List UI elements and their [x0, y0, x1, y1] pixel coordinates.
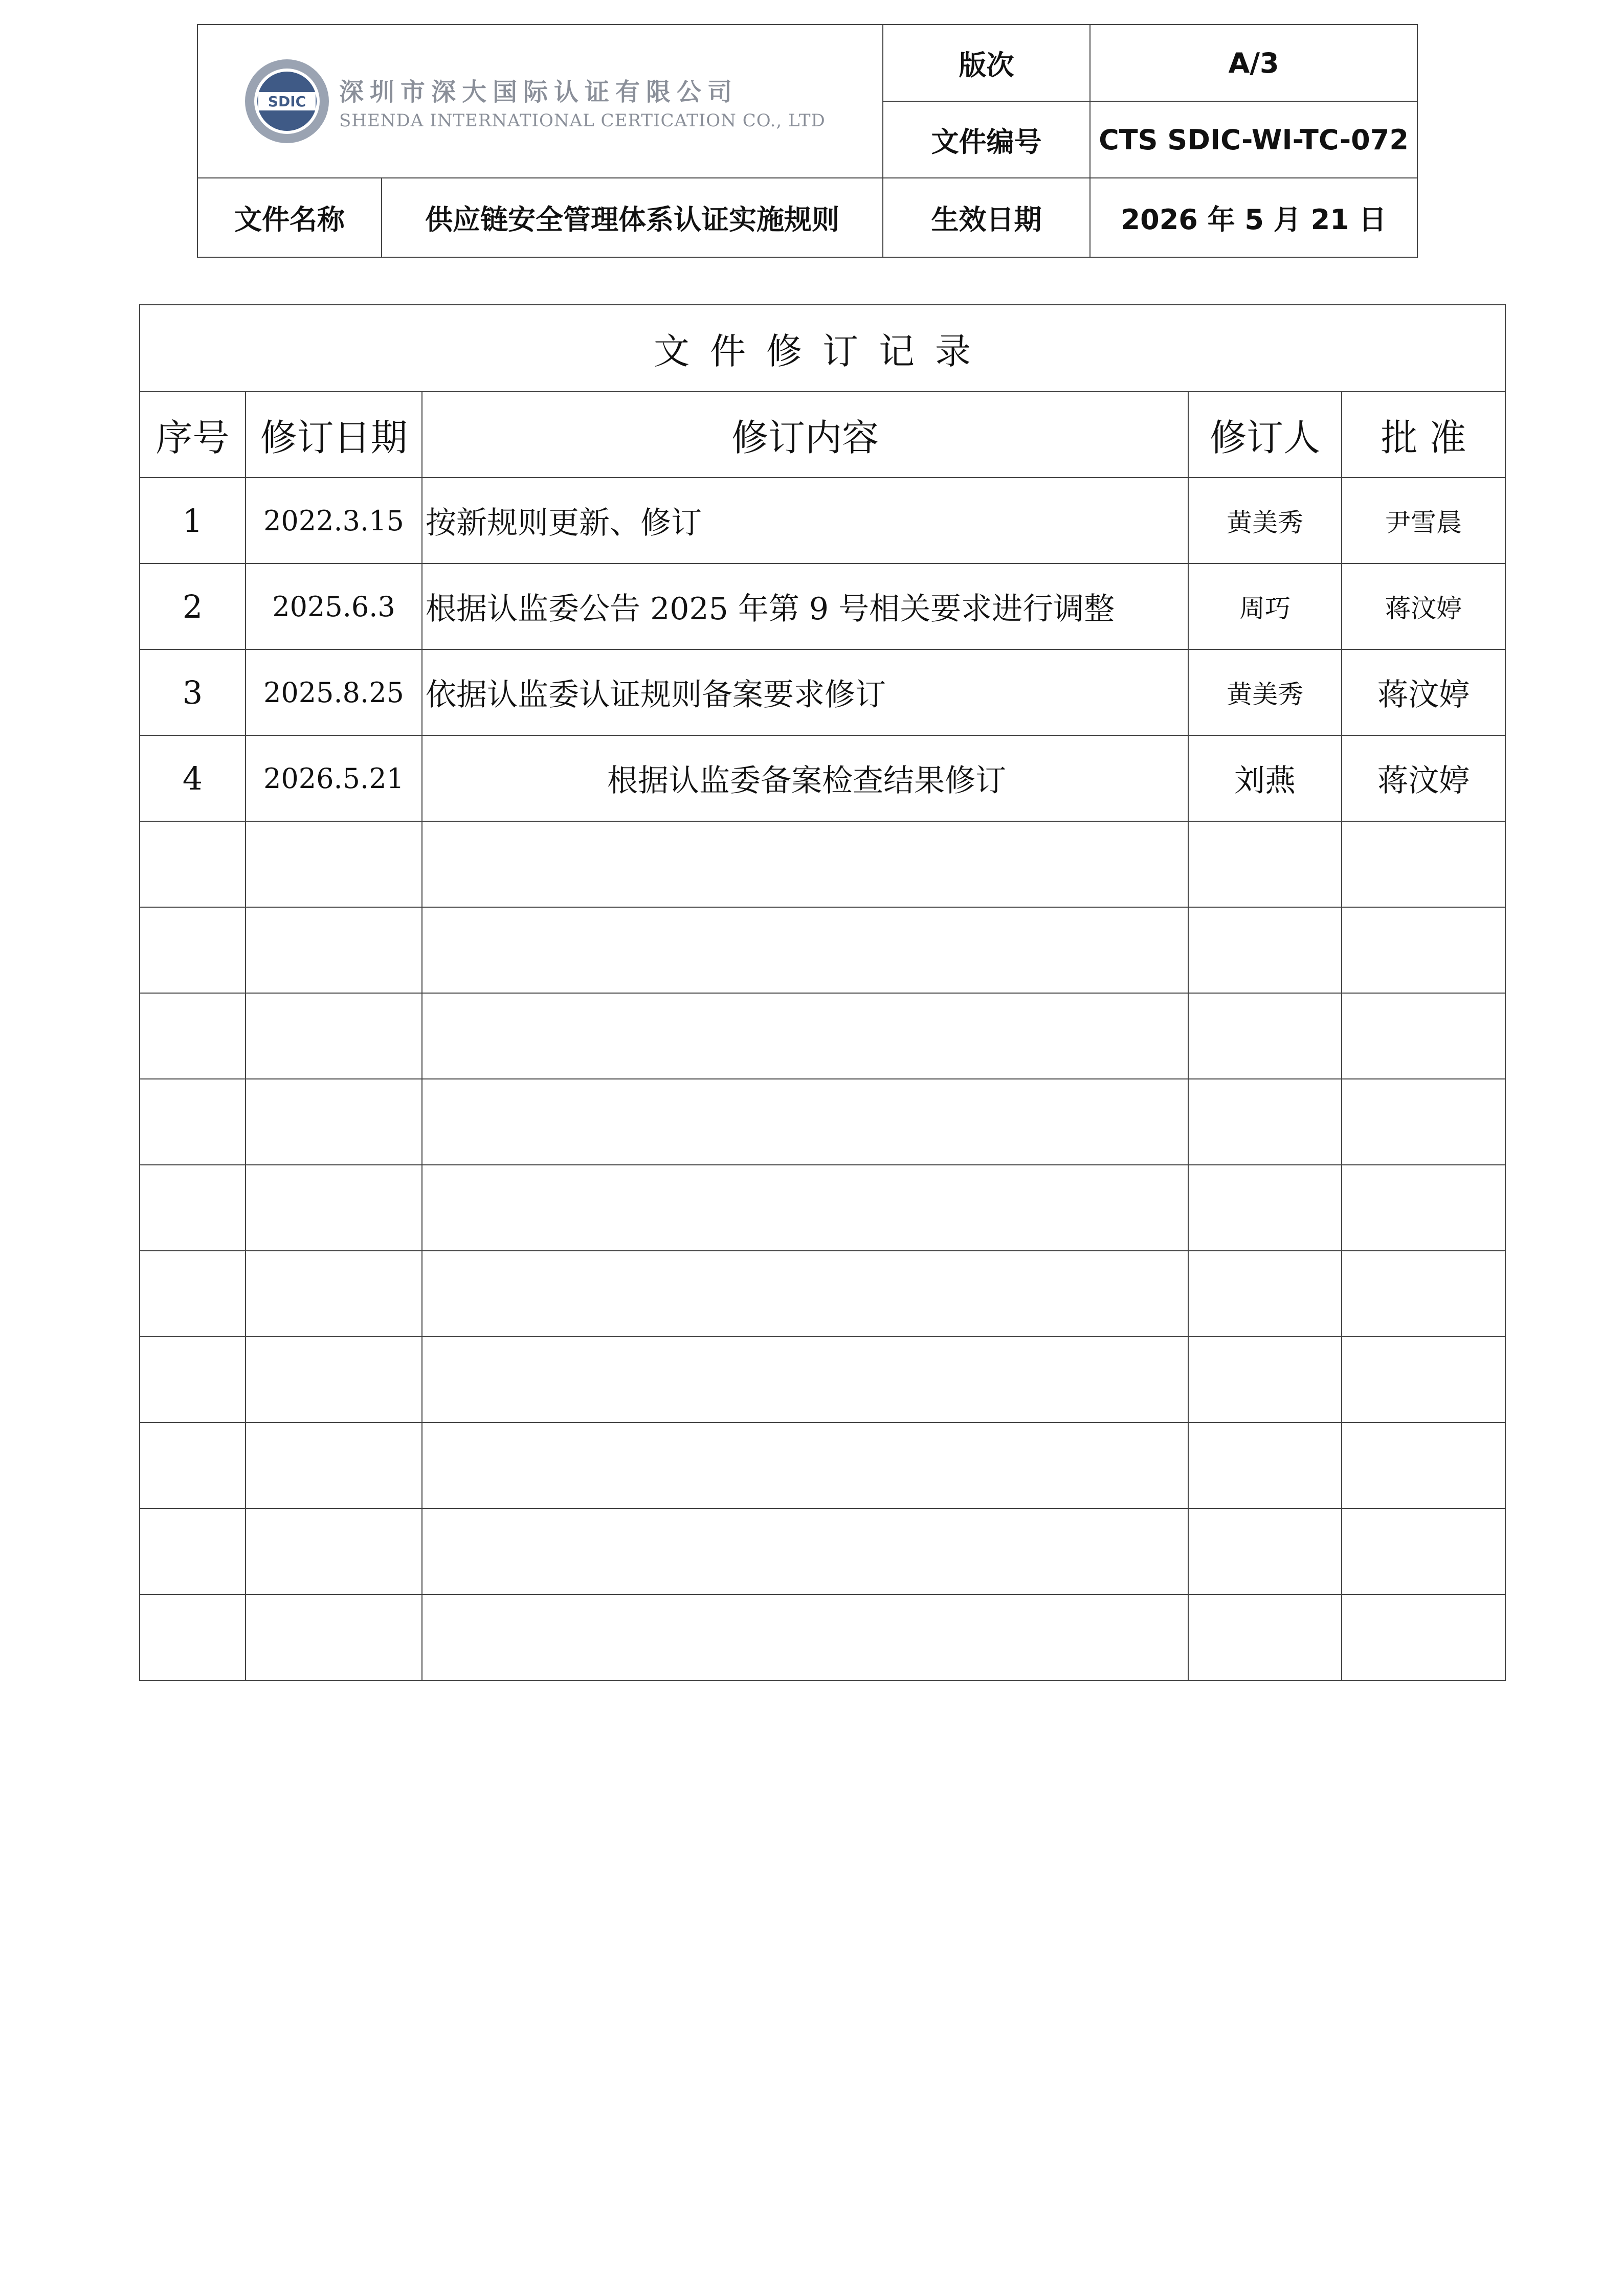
effective-date-label: 生效日期: [883, 178, 1090, 257]
row-date: 2026.5.21: [246, 735, 422, 821]
empty-row: [140, 1423, 1505, 1509]
empty-row: [140, 1594, 1505, 1680]
document-header-table: [197, 24, 1418, 258]
row-date: 2025.8.25: [246, 649, 422, 735]
empty-row: [140, 1251, 1505, 1337]
row-no: 2: [140, 564, 246, 649]
doc-name-value: 供应链安全管理体系认证实施规则: [382, 178, 883, 257]
row-approver: 蒋汶婷: [1342, 649, 1505, 735]
row-no: 3: [140, 649, 246, 735]
column-header-approver: 批 准: [1342, 392, 1505, 478]
row-date: 2025.6.3: [246, 564, 422, 649]
company-name-en: SHENDA INTERNATIONAL CERTICATION CO., LTD: [339, 110, 826, 131]
doc-no-value: CTS SDIC-WI-TC-072: [1090, 101, 1417, 178]
table-row: [140, 649, 1505, 735]
row-no: 4: [140, 735, 246, 821]
row-reviser: 刘燕: [1188, 735, 1342, 821]
company-logo-icon: [243, 57, 331, 145]
row-content: 依据认监委认证规则备案要求修订: [422, 649, 1188, 735]
empty-row: [140, 1079, 1505, 1165]
revision-record-table: [139, 304, 1506, 1681]
version-label: 版次: [883, 25, 1090, 101]
svg-text:SDIC: SDIC: [268, 93, 306, 110]
column-header-no: 序号: [140, 392, 246, 478]
doc-name-label: 文件名称: [197, 178, 382, 257]
empty-row: [140, 907, 1505, 993]
column-header-date: 修订日期: [246, 392, 422, 478]
company-logo-block: [197, 25, 883, 178]
doc-no-label: 文件编号: [883, 101, 1090, 178]
effective-date-value: 2026 年 5 月 21 日: [1090, 178, 1417, 257]
empty-row: [140, 993, 1505, 1079]
row-reviser: 黄美秀: [1188, 478, 1342, 564]
row-no: 1: [140, 478, 246, 564]
row-approver: 尹雪晨: [1342, 478, 1505, 564]
row-content: 根据认监委公告 2025 年第 9 号相关要求进行调整: [422, 564, 1188, 649]
row-approver: 蒋汶婷: [1342, 735, 1505, 821]
row-approver: 蒋汶婷: [1342, 564, 1505, 649]
row-reviser: 黄美秀: [1188, 649, 1342, 735]
empty-row: [140, 1509, 1505, 1594]
empty-row: [140, 1337, 1505, 1423]
table-row: [140, 564, 1505, 649]
table-row: [140, 478, 1505, 564]
row-reviser: 周巧: [1188, 564, 1342, 649]
version-value: A/3: [1090, 25, 1417, 101]
empty-row: [140, 1165, 1505, 1251]
column-header-content: 修订内容: [422, 392, 1188, 478]
empty-row: [140, 821, 1505, 907]
column-header-reviser: 修订人: [1188, 392, 1342, 478]
table-row: [140, 735, 1505, 821]
row-date: 2022.3.15: [246, 478, 422, 564]
row-content: 按新规则更新、修订: [422, 478, 1188, 564]
row-content: 根据认监委备案检查结果修订: [422, 735, 1188, 821]
revision-table-title: 文件修订记录: [140, 305, 1505, 392]
company-name-cn: 深圳市深大国际认证有限公司: [339, 77, 739, 106]
